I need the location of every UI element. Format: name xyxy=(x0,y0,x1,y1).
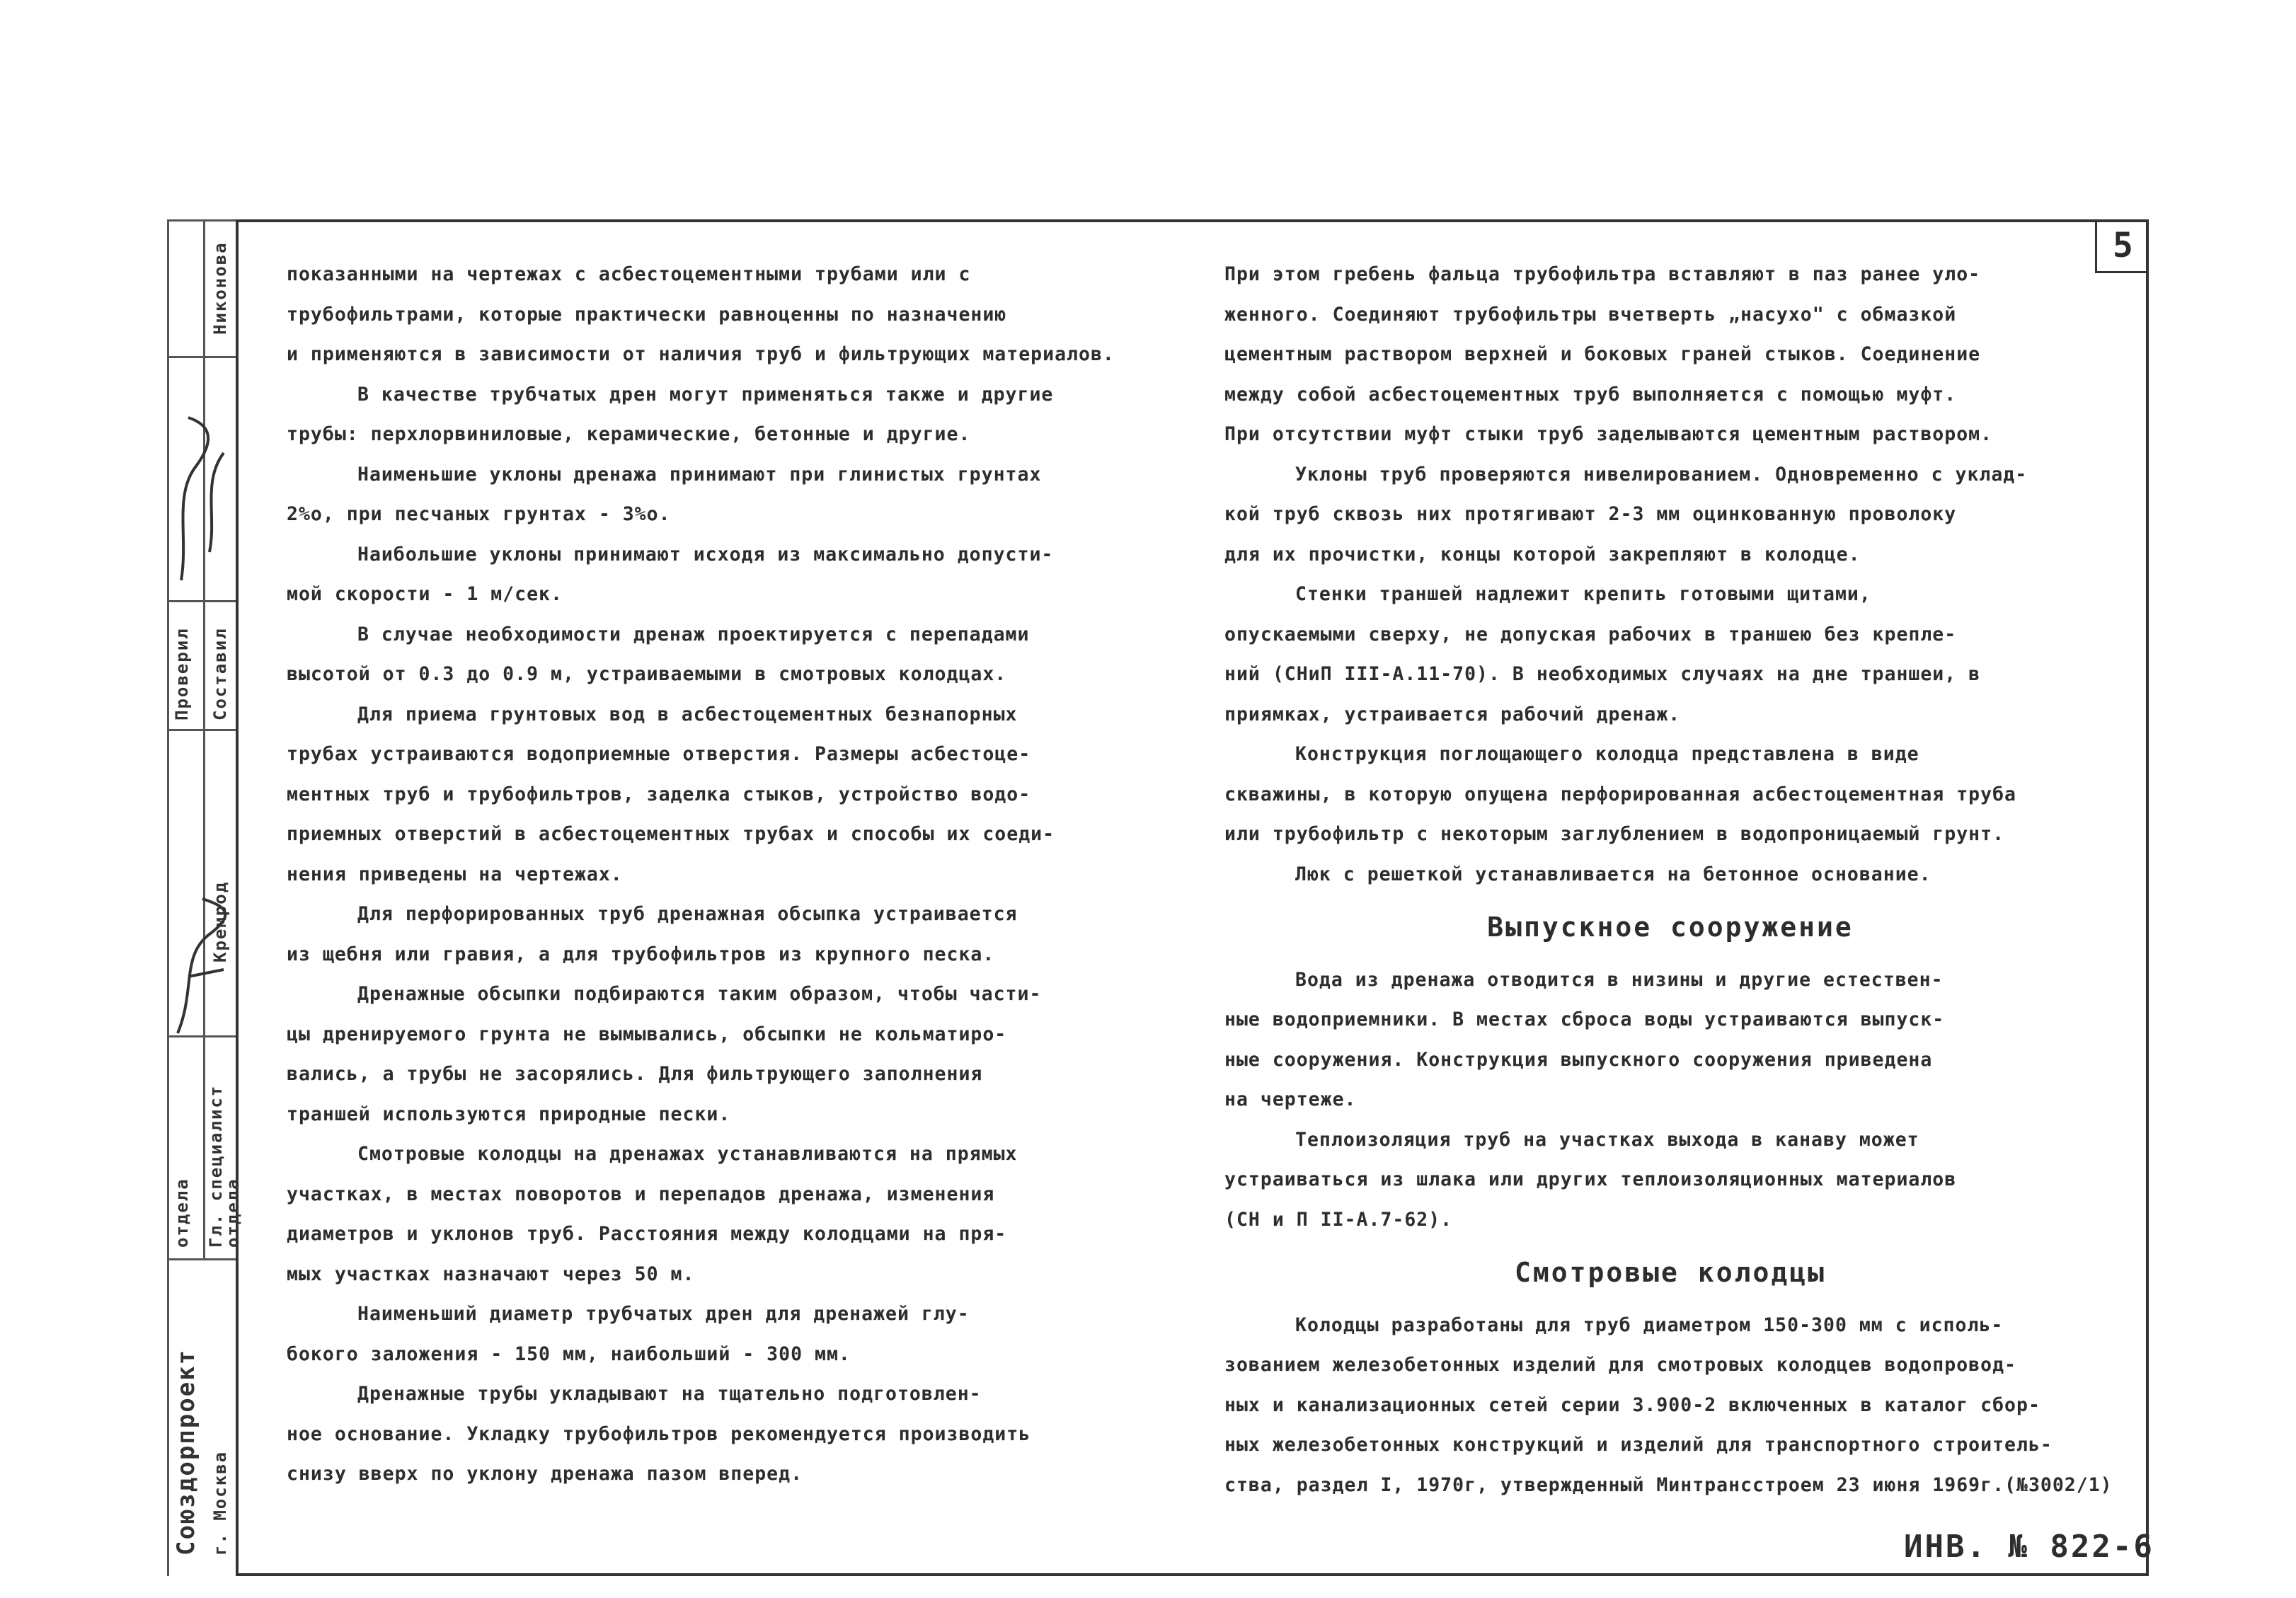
stamp-role-checked: Проверил xyxy=(172,627,192,720)
right-text-column xyxy=(1224,255,2116,1505)
text-line: трубы: перхлорвиниловые, керамические, бетонные и другие. xyxy=(287,423,971,445)
stamp-name-2: Кремрод xyxy=(210,880,230,962)
stamp-role-compiled: Составил xyxy=(210,627,230,720)
page-number: 5 xyxy=(2095,219,2149,273)
text-line: устраиваться из шлака или других теплоизоляционных материалов xyxy=(1224,1168,1957,1190)
paragraph xyxy=(1224,735,2116,855)
sheet-inventory-code: ИНВ. № 822-6 xyxy=(1904,1529,2154,1565)
text-line: показанными на чертежах с асбестоцементными трубами или с xyxy=(287,263,971,285)
text-line: бокого заложения - 150 мм, наибольший - 300 мм. xyxy=(287,1343,851,1365)
stamp-row-line xyxy=(169,356,238,358)
text-line: ных железобетонных конструкций и изделий для транспортного строитель- xyxy=(1224,1434,2053,1456)
text-line: или трубофильтр с некоторым заглублением в водопроницаемый грунт. xyxy=(1224,823,2005,845)
text-line: Теплоизоляция труб на участках выхода в канаву может xyxy=(1295,1128,1919,1151)
text-line: В случае необходимости дренаж проектируется с перепадами xyxy=(357,623,1030,645)
stamp-specialist-cell xyxy=(169,1035,243,1258)
text-line: участках, в местах поворотов и перепадов дренажа, изменения xyxy=(287,1183,995,1205)
text-line: При отсутствии муфт стыки труб заделываются цементным раствором. xyxy=(1224,423,1993,445)
section-heading-outlet: Выпускное сооружение xyxy=(1487,912,1854,943)
stamp-chief-specialist: Гл. специалист xyxy=(206,1084,226,1248)
text-line: кой труб сквозь них протягивают 2-3 мм оцинкованную проволоку xyxy=(1224,503,1957,525)
text-line: между собой асбестоцементных труб выполняется с помощью муфт. xyxy=(1224,383,1957,406)
text-line: опускаемыми сверху, не допуская рабочих в траншею без крепле- xyxy=(1224,623,1957,645)
text-line: (СН и П II-А.7-62). xyxy=(1224,1208,1453,1231)
text-line: высотой от 0.3 до 0.9 м, устраиваемыми в смотровых колодцах. xyxy=(287,663,1007,685)
text-line: вались, а трубы не засорялись. Для фильтрующего заполнения xyxy=(287,1063,983,1085)
stamp-name-1: Никонова xyxy=(210,241,230,335)
paragraph xyxy=(1224,455,2116,575)
text-line: нения приведены на чертежах. xyxy=(287,863,623,885)
text-line: Люк с решеткой устанавливается на бетонное основание. xyxy=(1295,863,1931,885)
text-line: скважины, в которую опущена перфорированная асбестоцементная труба xyxy=(1224,783,2016,805)
text-line: траншей используются природные пески. xyxy=(287,1103,731,1125)
text-line: трубах устраиваются водоприемные отверстия. Размеры асбестоце- xyxy=(287,743,1031,765)
text-line: ний (СНиП III-А.11-70). В необходимых случаях на дне траншеи, в xyxy=(1224,663,1981,685)
stamp-role-cell xyxy=(169,600,238,729)
text-line: Вода из дренажа отводится в низины и другие естествен- xyxy=(1295,968,1944,991)
text-line: Колодцы разработаны для труб диаметром 150-300 мм с исполь- xyxy=(1295,1314,2004,1336)
text-line: ментных труб и трубофильтров, заделка стыков, устройство водо- xyxy=(287,783,1031,805)
text-line: Наименьшие уклоны дренажа принимают при глинистых грунтах xyxy=(357,463,1042,485)
text-line: ное основание. Укладку трубофильтров рекомендуется производить xyxy=(287,1422,1031,1445)
text-line: приемных отверстий в асбестоцементных трубах и способы их соеди- xyxy=(287,823,1055,845)
text-line: женного. Соединяют трубофильтры вчетверть „насухо" с обмазкой xyxy=(1224,303,1957,326)
text-line: цементным раствором верхней и боковых граней стыков. Соединение xyxy=(1224,343,1981,365)
paragraph xyxy=(1224,1120,2116,1241)
text-line: Конструкция поглощающего колодца представлена в виде xyxy=(1295,743,1919,765)
signature-mark xyxy=(167,410,236,594)
text-line: на чертеже. xyxy=(1224,1088,1357,1110)
text-line: Наименьший диаметр трубчатых дрен для дренажей глу- xyxy=(357,1303,970,1325)
text-line: из щебня или гравия, а для трубофильтров из крупного песка. xyxy=(287,943,995,965)
stamp-chief-specialist-dept: отдела xyxy=(223,1178,243,1248)
text-line: диаметров и уклонов труб. Расстояния между колодцами на пря- xyxy=(287,1223,1007,1245)
text-line: снизу вверх по уклону дренажа пазом вперед. xyxy=(287,1463,803,1485)
paragraph xyxy=(1224,1306,2116,1506)
left-text-column xyxy=(287,255,1193,1495)
text-line: для их прочистки, концы которой закрепляют в колодце. xyxy=(1224,543,1861,565)
text-line: Дренажные обсыпки подбираются таким образом, чтобы части- xyxy=(357,983,1042,1005)
text-line: ства, раздел I, 1970г, утвержденный Минтрансстроем 23 июня 1969г.(№3002/1) xyxy=(1224,1473,2113,1496)
text-line: Уклоны труб проверяются нивелированием. Одновременно с уклад- xyxy=(1295,463,2028,485)
stamp-dept-label: отдела xyxy=(172,1178,192,1248)
text-line: трубофильтрами, которые практически равноценны по назначению xyxy=(287,303,1007,326)
text-line: В качестве трубчатых дрен могут применяться также и другие xyxy=(357,383,1054,406)
signature-mark xyxy=(167,892,236,1047)
paragraph xyxy=(1224,855,2116,895)
text-line: мых участках назначают через 50 м. xyxy=(287,1263,695,1285)
text-line: Для приема грунтовых вод в асбестоцементных безнапорных xyxy=(357,703,1018,725)
text-line: Наибольшие уклоны принимают исходя из максимально допусти- xyxy=(357,543,1054,565)
text-line: и применяются в зависимости от наличия труб и фильтрующих материалов. xyxy=(287,343,1115,365)
paragraph xyxy=(1224,575,2116,735)
text-line: мой скорости - 1 м/сек. xyxy=(287,583,563,605)
text-line: Смотровые колодцы на дренажах устанавливаются на прямых xyxy=(357,1143,1018,1165)
text-line: 2%о, при песчаных грунтах - 3%о. xyxy=(287,503,671,525)
text-line: Дренажные трубы укладывают на тщательно подготовлен- xyxy=(357,1383,982,1405)
stamp-city: г. Москва xyxy=(210,1450,230,1556)
paragraph xyxy=(1224,960,2116,1120)
text-line: При этом гребень фальца трубофильтра вставляют в паз ранее уло- xyxy=(1224,263,1981,285)
text-line: приямках, устраивается рабочий дренаж. xyxy=(1224,703,1681,725)
text-line: ных и канализационных сетей серии 3.900-2 включенных в каталог сбор- xyxy=(1224,1393,2040,1416)
text-line: ные водоприемники. В местах сброса воды устраиваются выпуск- xyxy=(1224,1008,1945,1030)
text-line: зованием железобетонных изделий для смотровых колодцев водопровод- xyxy=(1224,1354,2016,1376)
text-line: ные сооружения. Конструкция выпускного сооружения приведена xyxy=(1224,1048,1933,1071)
section-heading-wells: Смотровые колодцы xyxy=(1515,1257,1826,1288)
stamp-name-cell xyxy=(169,222,238,356)
stamp-organization: Союздорпроект xyxy=(172,1348,200,1556)
text-line: Стенки траншей надлежит крепить готовыми щитами, xyxy=(1295,583,1871,605)
text-line: цы дренируемого грунта не вымывались, обсыпки не кольматиро- xyxy=(287,1023,1007,1045)
paragraph xyxy=(1224,255,2116,455)
stamp-org-cell xyxy=(169,1258,238,1578)
text-line: Для перфорированных труб дренажная обсыпка устраивается xyxy=(357,903,1018,925)
